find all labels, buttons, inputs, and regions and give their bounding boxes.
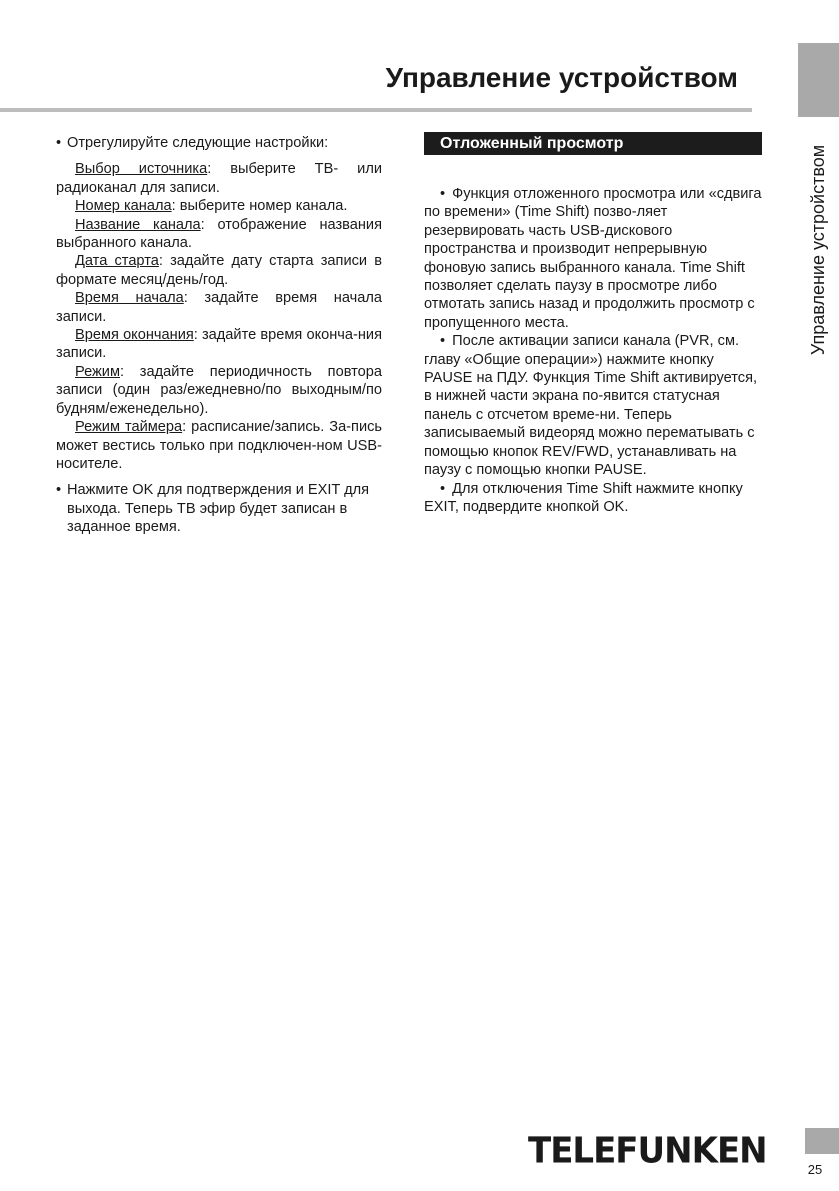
intro-bullet [56,134,382,152]
bullet-dot: • [440,333,446,350]
paragraph-text: Для отключения Time Shift нажмите кнопку EXIT, подвердите кнопкой OK. [424,480,743,515]
setting-term: Название канала [75,216,201,233]
settings-list [56,160,382,473]
setting-term: Режим таймера [75,419,183,436]
setting-term: Дата старта [75,253,159,270]
bullet-dot: • [440,186,446,202]
setting-description: : задайте периодичность повтора записи (один раз/ежедневно/по выходным/по будням/еженедельно). [56,363,382,417]
setting-item [56,216,382,253]
setting-description: : выберите номер канала. [171,198,348,215]
closing-bullet [56,481,382,536]
paragraph [424,332,762,479]
bullet-dot: • [440,480,446,497]
closing-bullet-text: • Нажмите OK для подтверждения и EXIT для выхода. Теперь ТВ эфир будет записан в заданное время. [67,482,370,536]
side-tab-marker [798,43,839,117]
footer-tab-marker [805,1128,839,1154]
setting-item [56,326,382,363]
page-title: Управление устройством [385,62,738,93]
brand-logo: TELEFUNKEN [528,1130,767,1172]
setting-term: Режим [75,363,120,380]
side-section-label-text: Управление устройством [808,144,828,356]
setting-item [56,252,382,289]
setting-term: Номер канала [75,198,172,215]
intro-bullet-text: • Отрегулируйте следующие настройки: [67,135,329,151]
setting-item [56,418,382,473]
setting-item [56,197,382,215]
setting-description: : отображение названия выбранного канала. [56,216,382,252]
section-heading: Отложенный просмотр [424,132,762,155]
setting-description: : расписание/запись. За-пись может вестись только при подключен-ном USB-носителе. [56,419,382,472]
setting-term: Время начала [75,290,184,307]
setting-item [56,363,382,418]
setting-term: Время окончания [75,327,194,344]
paragraph-text: После активации записи канала (PVR, см. главу «Общие операции») нажмите кнопку PAUSE на ПДУ. Функция Time Shift активируется, в нижней части экрана по-явится статусная панель с отсчетом време-ни. Теперь записываемый видеоряд можно перематывать с помощью кнопок REV/FWD, устанавливать на паузу с помощью кнопки PAUSE. [424,333,758,479]
paragraph-text: Функция отложенного просмотра или «сдвига по времени» (Time Shift) позво-ляет резервировать часть USB-дискового пространства и производит непрерывную фоновую запись выбранного канала. Time Shift позволяет сделать паузу в просмотре либо отмотать запись назад и продолжить просмотр с пропущенного места. [424,186,762,331]
paragraph [424,185,762,332]
setting-term: Выбор источника [75,161,208,178]
right-column [424,132,762,516]
header-rule [0,108,752,112]
setting-description: : задайте время начала записи. [56,290,382,325]
setting-description: : задайте время оконча-ния записи. [56,327,382,362]
setting-description: : задайте дату старта записи в формате месяц/день/год. [56,253,382,288]
left-column [56,134,382,537]
setting-item [56,160,382,197]
setting-item [56,289,382,326]
setting-description: : выберите ТВ- или радиоканал для записи. [56,161,382,196]
paragraph [424,480,762,517]
side-section-label [797,130,839,370]
page-number: 25 [807,1162,823,1177]
